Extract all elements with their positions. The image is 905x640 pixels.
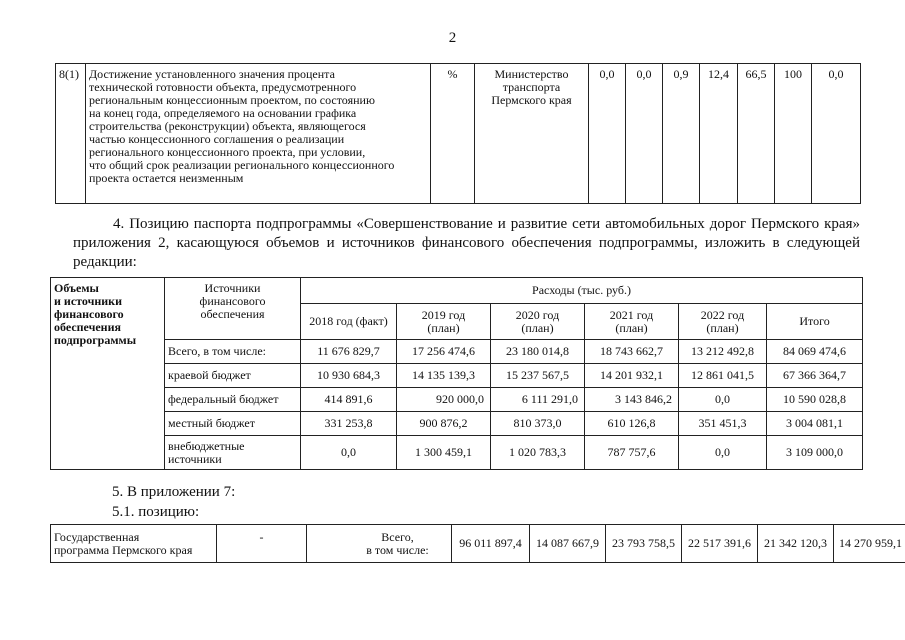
ministry-line: транспорта [502,80,561,94]
value-cell: 0,0 [679,388,767,412]
value-cell: 900 876,2 [397,412,491,436]
ministry-cell [475,64,589,204]
value-cell: 14 270 959,1 [834,525,905,563]
description-line: Достижение установленного значения процента [89,67,335,81]
value-cell: 18 743 662,7 [585,340,679,364]
left-header-line: финансового [54,307,124,321]
row-label: Всего, в том числе: [165,340,301,364]
description-line: строительства (реконструкции) объекта, являющегося [89,119,366,133]
description-line: что общий срок реализации регионального концессионного [89,158,395,172]
left-header-cell [51,278,165,470]
indicator-description [86,64,431,204]
paragraph-5-1: 5.1. позицию: [112,504,200,520]
value-cell: 920 000,0 [397,388,491,412]
value-cell: 17 256 474,6 [397,340,491,364]
value-cell: 14 201 932,1 [585,364,679,388]
value-cell: 0,0 [301,436,397,470]
year-header-line: 2018 год (факт) [309,314,388,328]
sources-header-line: Источники [204,281,261,295]
program-name-line: Государственная [54,529,140,544]
value-cell: 23 793 758,5 [606,525,682,563]
expenses-header: Расходы (тыс. руб.) [301,278,863,304]
table-row [51,412,863,436]
left-header-line: и источники [54,294,123,308]
program-name-line: программа Пермского края [54,542,193,557]
left-header-line: подпрограммы [54,333,137,347]
value-cell: 0,0 [812,64,861,204]
value-cell: 96 011 897,4 [452,525,530,563]
year-header-line: 2020 год [515,307,560,322]
value-cell: 0,9 [663,64,700,204]
description-line: региональным концессионным проектом, по состоянию [89,93,375,107]
left-header-line: обеспечения [54,320,121,334]
year-header-line: (план) [615,320,648,335]
row-label: краевой бюджет [165,364,301,388]
value-cell: 22 517 391,6 [682,525,758,563]
value-cell: 10 930 684,3 [301,364,397,388]
description-line: регионального концессионного проекта, при условии, [89,145,366,159]
value-cell: 13 212 492,8 [679,340,767,364]
year-header [767,304,863,340]
table-row [51,436,863,470]
table-row [51,364,863,388]
year-header [301,304,397,340]
total-line: в том числе: [366,542,429,557]
description-line: на конец года, определяемого на основании графика [89,106,357,120]
description-line: проекта остается неизменным [89,171,244,185]
sources-header-line: обеспечения [200,307,265,321]
year-header-line: 2019 год [421,307,466,322]
year-header [679,304,767,340]
page-number: 2 [448,30,457,46]
value-cell: 66,5 [738,64,775,204]
year-header-line: (план) [521,320,554,335]
table-row [51,525,905,563]
program-table [50,524,905,563]
value-cell: 11 676 829,7 [301,340,397,364]
dash-cell: - [217,525,307,563]
value-cell: 787 757,6 [585,436,679,470]
value-cell: 21 342 120,3 [758,525,834,563]
year-header [585,304,679,340]
value-cell: 414 891,6 [301,388,397,412]
value-cell: 67 366 364,7 [767,364,863,388]
left-header-line: Объемы [54,281,99,295]
row-label: внебюджетные источники [165,436,301,470]
value-cell: 15 237 567,5 [491,364,585,388]
value-cell: 3 109 000,0 [767,436,863,470]
value-cell: 10 590 028,8 [767,388,863,412]
value-cell: 1 300 459,1 [397,436,491,470]
year-header [397,304,491,340]
year-header-line: (план) [706,320,739,335]
description-line: частью концессионного соглашения о реализации [89,132,345,146]
value-cell: 0,0 [679,436,767,470]
sources-header-line: финансового [199,294,266,308]
year-header-line: 2022 год [700,307,745,322]
paragraph-5: 5. В приложении 7: [112,484,236,500]
total-line: Всего, [381,529,414,544]
paragraph-4: 4. Позицию паспорта подпрограммы «Совершенствование и развитие сети автомобильных дорог Пермского края» приложения 2, касающуюся объемов и источников финансового обеспечения подпрограммы, изложить в следующей редакции: [73,216,860,270]
total-cell [307,525,452,563]
value-cell: 3 143 846,2 [585,388,679,412]
description-line: технической готовности объекта, предусмотренного [89,80,357,94]
value-cell: 14 135 139,3 [397,364,491,388]
year-header-line: 2021 год [609,307,654,322]
value-cell: 84 069 474,6 [767,340,863,364]
value-cell: 14 087 667,9 [530,525,606,563]
value-cell: 12,4 [700,64,738,204]
program-name [51,525,217,563]
financing-table [50,277,863,470]
value-cell: 331 253,8 [301,412,397,436]
table-row [51,278,863,304]
row-label: федеральный бюджет [165,388,301,412]
value-cell: 810 373,0 [491,412,585,436]
value-cell: 6 111 291,0 [491,388,585,412]
year-header [491,304,585,340]
value-cell: 0,0 [626,64,663,204]
value-cell: 12 861 041,5 [679,364,767,388]
ministry-line: Министерство [494,67,569,81]
table-row [56,64,861,204]
value-cell: 23 180 014,8 [491,340,585,364]
value-cell: 100 [775,64,812,204]
indicator-table [55,63,861,204]
sources-header-cell [165,278,301,340]
year-header-line: Итого [799,314,830,328]
value-cell: 3 004 081,1 [767,412,863,436]
year-header-line: (план) [427,320,460,335]
value-cell: 351 451,3 [679,412,767,436]
value-cell: 0,0 [589,64,626,204]
value-cell: 610 126,8 [585,412,679,436]
row-number: 8(1) [56,64,86,204]
ministry-line: Пермского края [491,93,572,107]
value-cell: 1 020 783,3 [491,436,585,470]
row-label: местный бюджет [165,412,301,436]
table-row [51,340,863,364]
table-row [51,388,863,412]
unit-cell: % [431,64,475,204]
